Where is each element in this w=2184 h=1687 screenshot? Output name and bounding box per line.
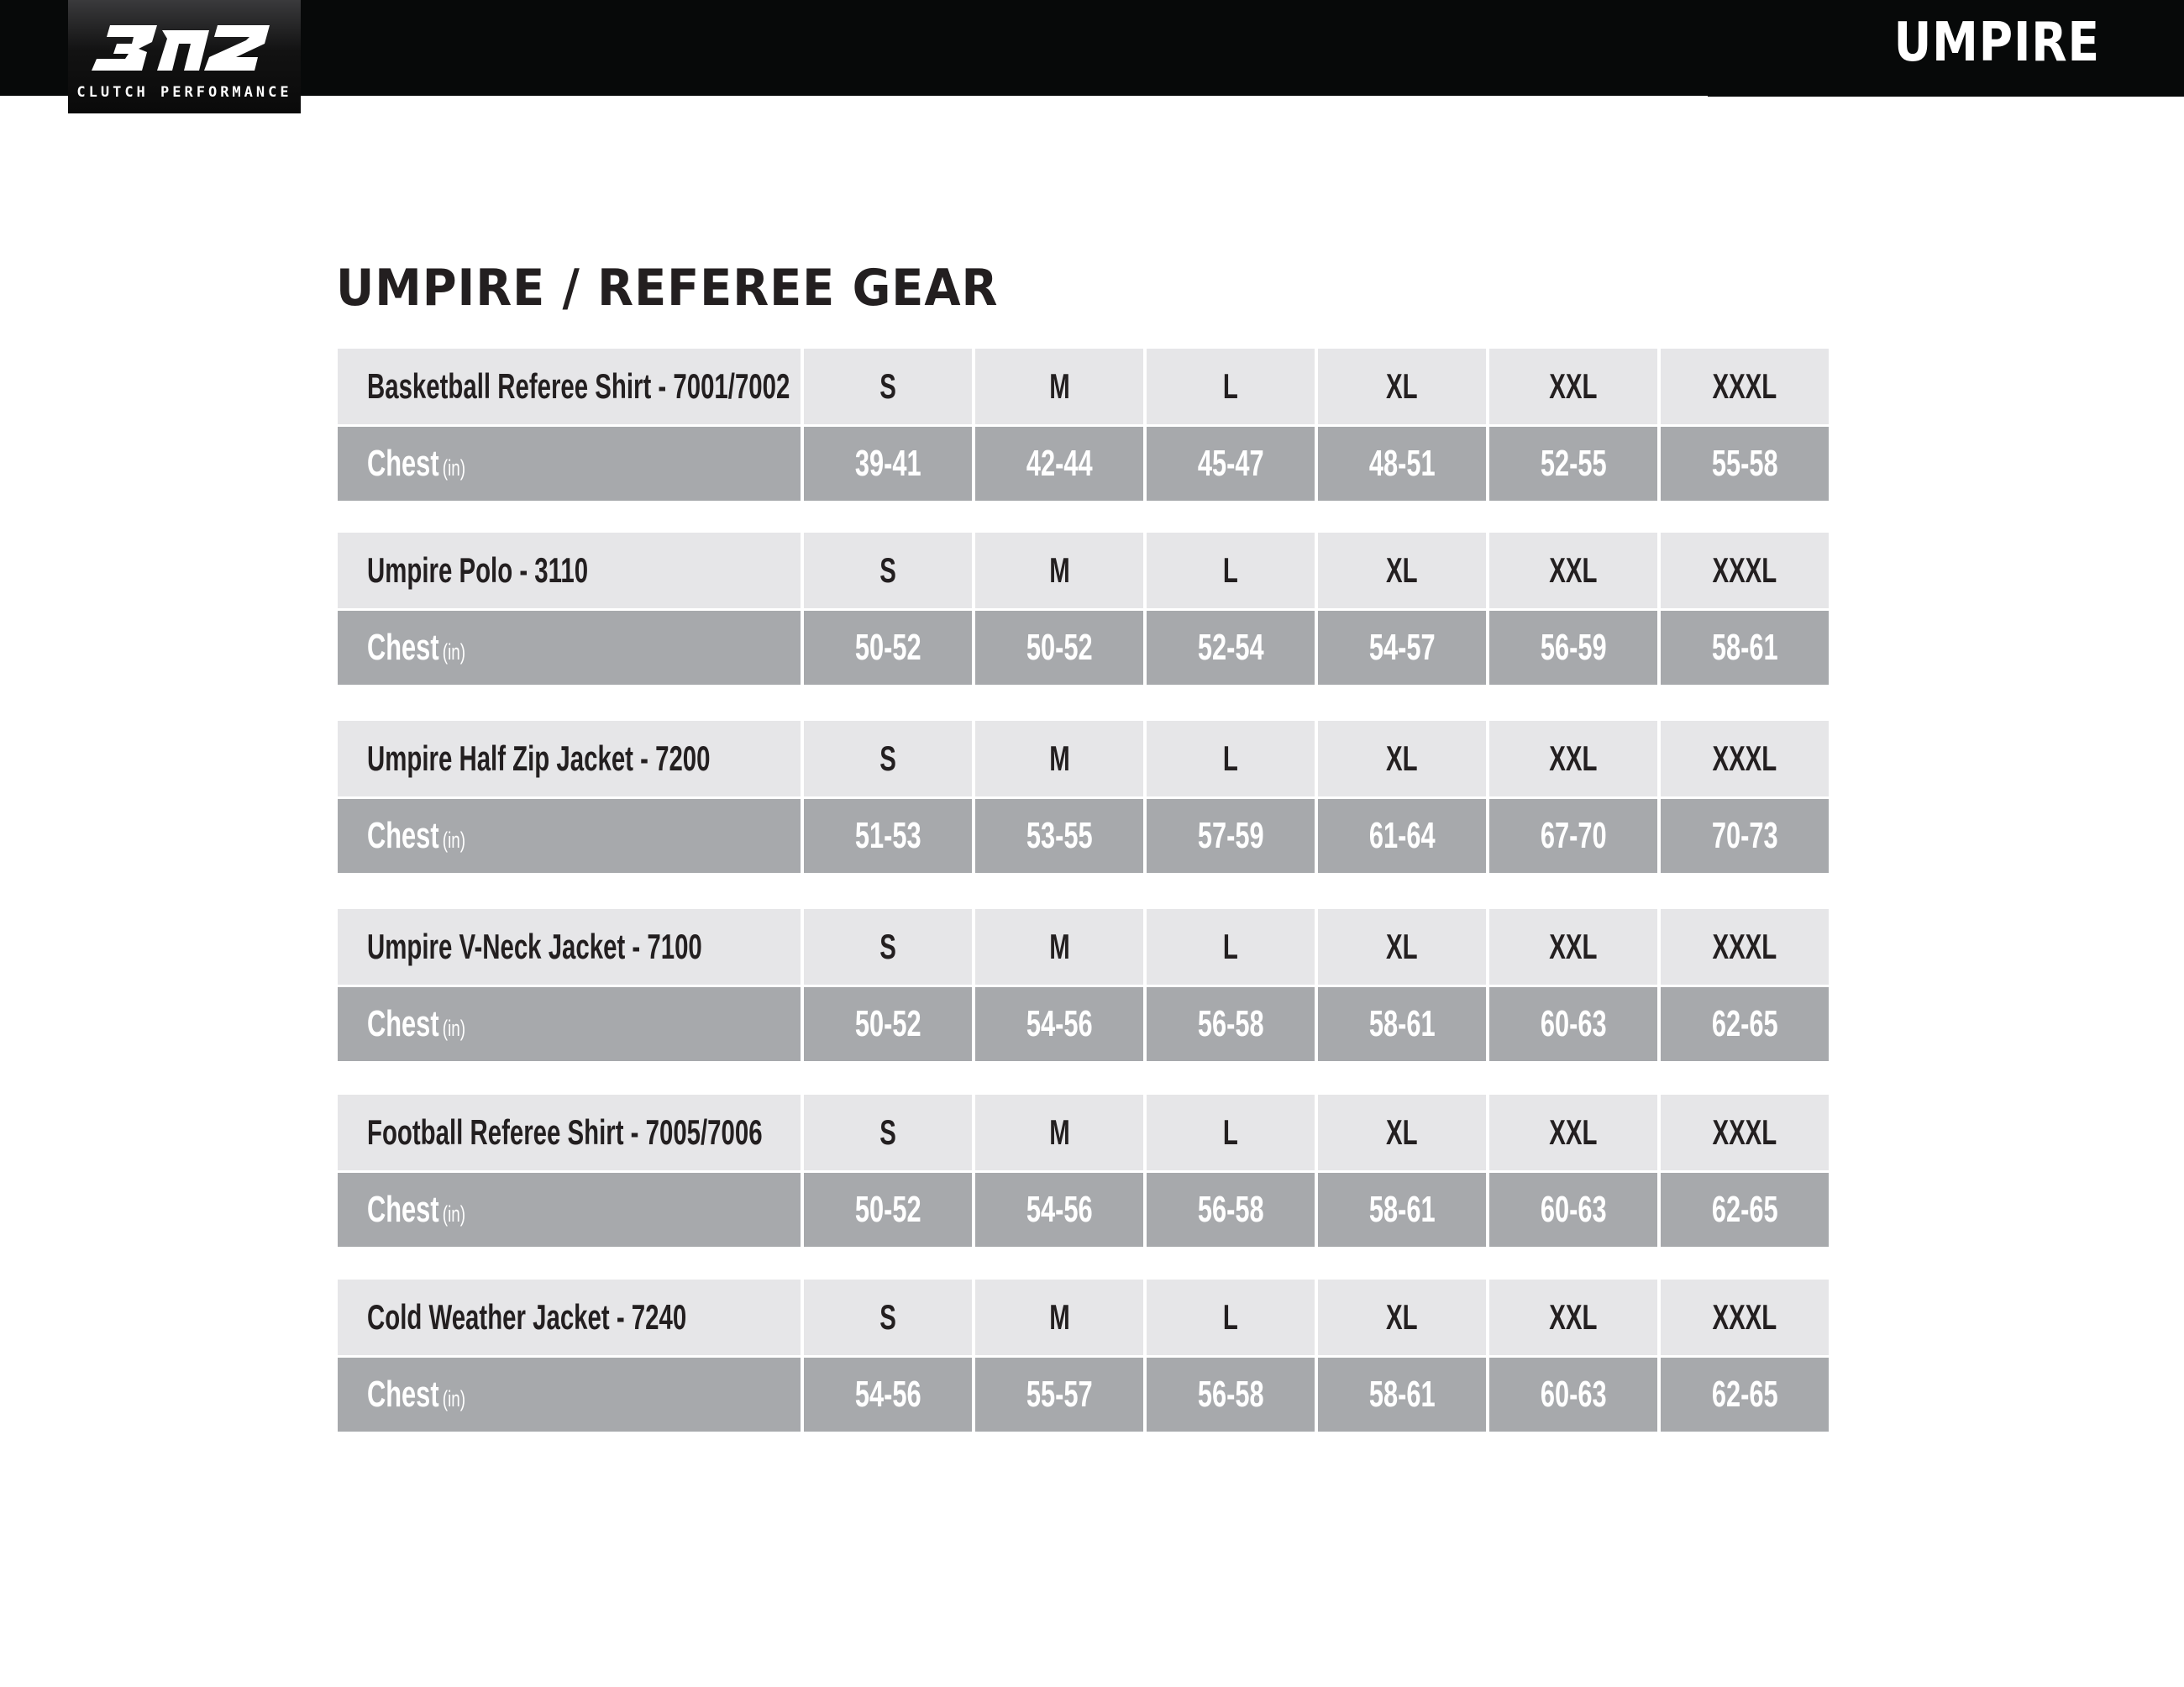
measurement-value-cell: 58-61 (1661, 611, 1829, 685)
measurement-value-cell: 42-44 (975, 427, 1143, 501)
size-header-cell: XXXL (1661, 349, 1829, 424)
size-header-cell: XL (1318, 1280, 1486, 1355)
measurement-value-cell: 55-57 (975, 1358, 1143, 1432)
size-header-cell: XXXL (1661, 909, 1829, 985)
measurement-value-cell: 50-52 (975, 611, 1143, 685)
measurement-value-cell: 54-56 (975, 1173, 1143, 1247)
size-header-cell: S (804, 1280, 972, 1355)
measurement-value-cell: 48-51 (1318, 427, 1486, 501)
size-header-cell: L (1147, 533, 1315, 608)
table-header-row (338, 349, 1830, 424)
table-measurement-row (338, 1358, 1830, 1432)
table-measurement-row (338, 1173, 1830, 1247)
table-header-row (338, 533, 1830, 608)
product-name-cell: Umpire V-Neck Jacket - 7100 (338, 909, 801, 985)
table-measurement-row (338, 987, 1830, 1061)
page-title: UMPIRE / REFEREE GEAR (336, 259, 999, 318)
size-header-cell: L (1147, 1280, 1315, 1355)
measurement-value-cell: 52-55 (1489, 427, 1657, 501)
size-header-cell: XL (1318, 533, 1486, 608)
measurement-value-cell: 57-59 (1147, 799, 1315, 873)
table-measurement-row (338, 799, 1830, 873)
size-header-cell: M (975, 1280, 1143, 1355)
measurement-value-cell: 70-73 (1661, 799, 1829, 873)
size-header-cell: XL (1318, 349, 1486, 424)
measurement-value-cell: 53-55 (975, 799, 1143, 873)
header-bar (0, 0, 2184, 96)
measurement-label-cell: Chest (in) (338, 1173, 801, 1247)
measurement-value-cell: 62-65 (1661, 987, 1829, 1061)
measurement-value-cell: 67-70 (1489, 799, 1657, 873)
measurement-value-cell: 58-61 (1318, 1358, 1486, 1432)
size-table-umpire-v-neck-jacket (338, 909, 1830, 1061)
size-header-cell: L (1147, 721, 1315, 796)
size-header-cell: XXXL (1661, 1095, 1829, 1170)
measurement-value-cell: 56-58 (1147, 1173, 1315, 1247)
brand-logo (68, 0, 301, 113)
measurement-value-cell: 52-54 (1147, 611, 1315, 685)
measurement-label-cell: Chest (in) (338, 987, 801, 1061)
measurement-value-cell: 56-58 (1147, 987, 1315, 1061)
measurement-value-cell: 54-56 (804, 1358, 972, 1432)
size-header-cell: L (1147, 349, 1315, 424)
measurement-value-cell: 55-58 (1661, 427, 1829, 501)
measurement-value-cell: 50-52 (804, 987, 972, 1061)
size-header-cell: S (804, 1095, 972, 1170)
size-header-cell: L (1147, 909, 1315, 985)
table-measurement-row (338, 611, 1830, 685)
size-header-cell: XL (1318, 721, 1486, 796)
size-header-cell: XXL (1489, 533, 1657, 608)
size-header-cell: M (975, 721, 1143, 796)
measurement-value-cell: 60-63 (1489, 1358, 1657, 1432)
measurement-value-cell: 50-52 (804, 611, 972, 685)
measurement-value-cell: 62-65 (1661, 1358, 1829, 1432)
measurement-value-cell: 60-63 (1489, 1173, 1657, 1247)
measurement-value-cell: 45-47 (1147, 427, 1315, 501)
measurement-value-cell: 58-61 (1318, 1173, 1486, 1247)
size-header-cell: L (1147, 1095, 1315, 1170)
size-header-cell: XL (1318, 909, 1486, 985)
header-bar-edge (1708, 94, 2184, 97)
measurement-value-cell: 62-65 (1661, 1173, 1829, 1247)
size-header-cell: S (804, 721, 972, 796)
measurement-value-cell: 56-58 (1147, 1358, 1315, 1432)
product-name-cell: Football Referee Shirt - 7005/7006 (338, 1095, 801, 1170)
measurement-value-cell: 58-61 (1318, 987, 1486, 1061)
measurement-value-cell: 60-63 (1489, 987, 1657, 1061)
product-name-cell: Umpire Half Zip Jacket - 7200 (338, 721, 801, 796)
measurement-value-cell: 56-59 (1489, 611, 1657, 685)
size-header-cell: S (804, 349, 972, 424)
measurement-value-cell: 61-64 (1318, 799, 1486, 873)
size-header-cell: XXL (1489, 349, 1657, 424)
size-table-cold-weather-jacket (338, 1280, 1830, 1432)
size-header-cell: XXL (1489, 721, 1657, 796)
size-header-cell: XXL (1489, 1280, 1657, 1355)
measurement-label-cell: Chest (in) (338, 799, 801, 873)
table-measurement-row (338, 427, 1830, 501)
size-table-umpire-polo (338, 533, 1830, 685)
measurement-label-cell: Chest (in) (338, 427, 801, 501)
measurement-value-cell: 54-56 (975, 987, 1143, 1061)
table-header-row (338, 1095, 1830, 1170)
size-header-cell: XXL (1489, 909, 1657, 985)
size-header-cell: M (975, 349, 1143, 424)
product-name-cell: Umpire Polo - 3110 (338, 533, 801, 608)
3n2-logo-icon (92, 18, 276, 77)
product-name-cell: Basketball Referee Shirt - 7001/7002 (338, 349, 801, 424)
size-header-cell: S (804, 909, 972, 985)
measurement-label-cell: Chest (in) (338, 611, 801, 685)
table-header-row (338, 721, 1830, 796)
size-header-cell: XXXL (1661, 1280, 1829, 1355)
size-header-cell: S (804, 533, 972, 608)
size-header-cell: XXXL (1661, 721, 1829, 796)
measurement-value-cell: 51-53 (804, 799, 972, 873)
size-header-cell: XXXL (1661, 533, 1829, 608)
size-table-basketball-referee-shirt (338, 349, 1830, 501)
measurement-value-cell: 54-57 (1318, 611, 1486, 685)
logo-tagline: CLUTCH PERFORMANCE (76, 84, 292, 101)
product-name-cell: Cold Weather Jacket - 7240 (338, 1280, 801, 1355)
size-header-cell: M (975, 909, 1143, 985)
size-table-football-referee-shirt (338, 1095, 1830, 1247)
measurement-value-cell: 50-52 (804, 1173, 972, 1247)
section-label: UMPIRE (1893, 12, 2100, 74)
measurement-label-cell: Chest (in) (338, 1358, 801, 1432)
size-header-cell: M (975, 533, 1143, 608)
size-header-cell: XXL (1489, 1095, 1657, 1170)
table-header-row (338, 909, 1830, 985)
size-header-cell: XL (1318, 1095, 1486, 1170)
size-header-cell: M (975, 1095, 1143, 1170)
measurement-value-cell: 39-41 (804, 427, 972, 501)
size-table-umpire-half-zip-jacket (338, 721, 1830, 873)
table-header-row (338, 1280, 1830, 1355)
